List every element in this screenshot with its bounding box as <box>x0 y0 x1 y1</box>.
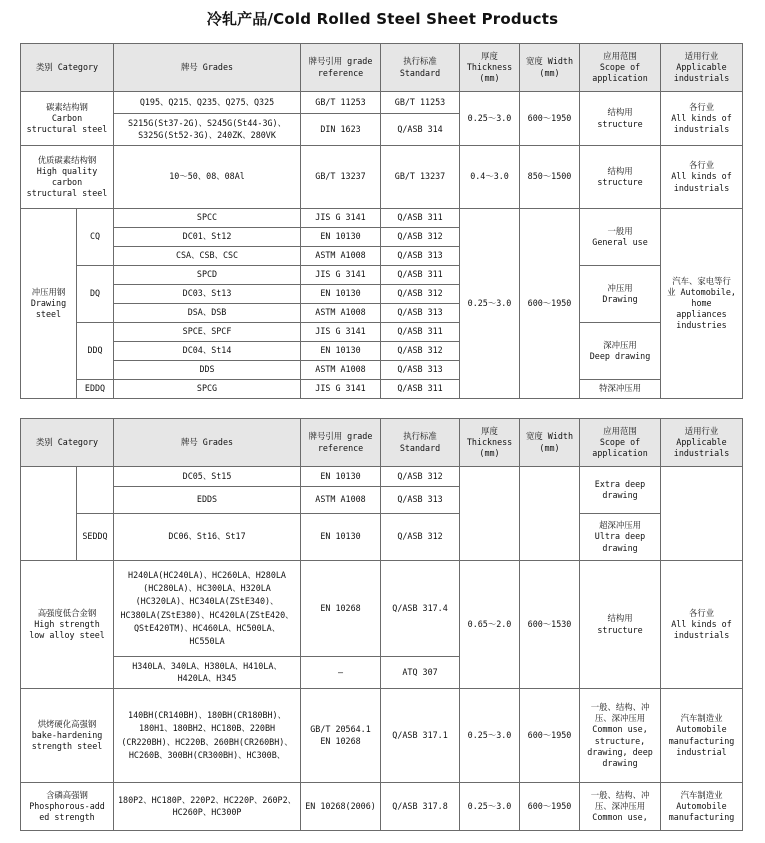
table-row <box>21 561 743 657</box>
grades-cell: SPCC <box>114 209 301 228</box>
product-table-2 <box>20 418 743 831</box>
header-category: 类别 Category <box>21 44 114 92</box>
standard-cell: Q/ASB 311 <box>381 209 460 228</box>
industries-cell: 汽车制造业 Automobile manufacturing <box>661 783 743 831</box>
category-phos: 含磷高强钢 Phosphorous-add ed strength <box>21 783 114 831</box>
width-cell: 600～1950 <box>520 783 580 831</box>
table-row <box>21 689 743 783</box>
subcategory-ddq: DDQ <box>77 323 114 380</box>
standard-cell: Q/ASB 317.1 <box>381 689 460 783</box>
grade-ref-cell: JIS G 3141 <box>301 266 381 285</box>
grades-cell: 180P2、HC180P、220P2、HC220P、260P2、 HC260P、HC300P <box>114 783 301 831</box>
standard-cell: Q/ASB 317.8 <box>381 783 460 831</box>
standard-cell: Q/ASB 313 <box>381 487 460 514</box>
standard-cell: Q/ASB 311 <box>381 323 460 342</box>
grade-ref-cell: GB/T 20564.1 EN 10268 <box>301 689 381 783</box>
grade-ref-cell: JIS G 3141 <box>301 209 381 228</box>
grade-ref-cell: JIS G 3141 <box>301 323 381 342</box>
scope-cell: 一般、结构、冲 压、深冲压用 Common use, <box>580 783 661 831</box>
table-row <box>21 380 743 399</box>
thickness-cell: 0.25～3.0 <box>460 92 520 146</box>
standard-cell: GB/T 13237 <box>381 146 460 209</box>
grades-cell: DC04、St14 <box>114 342 301 361</box>
category-hsla: 高强度低合金钢 High strength low alloy steel <box>21 561 114 689</box>
scope-cell: 特深冲压用 <box>580 380 661 399</box>
subcategory-dq: DQ <box>77 266 114 323</box>
header-width: 宽度 Width (mm) <box>520 44 580 92</box>
thickness-cell: 0.25～3.0 <box>460 689 520 783</box>
header-grades: 牌号 Grades <box>114 44 301 92</box>
grades-cell: S215G(St37-2G)、S245G(St44-3G)、 S325G(St52-3G)、240ZK、280VK <box>114 114 301 146</box>
industries-cell: 汽车制造业 Automobile manufacturing industrial <box>661 689 743 783</box>
table-row <box>21 92 743 114</box>
grade-ref-cell: EN 10130 <box>301 342 381 361</box>
table-row <box>21 323 743 342</box>
standard-cell: Q/ASB 317.4 <box>381 561 460 657</box>
header-thickness: 厚度 Thickness (mm) <box>460 419 520 467</box>
table-row <box>21 209 743 228</box>
standard-cell: ATQ 307 <box>381 657 460 689</box>
grade-ref-cell: — <box>301 657 381 689</box>
grade-ref-cell: EN 10130 <box>301 514 381 561</box>
grades-cell: H340LA、340LA、H380LA、H410LA、 H420LA、H345 <box>114 657 301 689</box>
standard-cell: Q/ASB 311 <box>381 380 460 399</box>
table-row <box>21 783 743 831</box>
category-drawing: 冲压用钢 Drawing steel <box>21 209 77 399</box>
thickness-cell: 0.25～3.0 <box>460 783 520 831</box>
standard-cell: Q/ASB 312 <box>381 342 460 361</box>
grades-cell: 140BH(CR140BH)、180BH(CR180BH)、 180H1、180BH2、HC180B、220BH (CR220BH)、HC220B、260BH(CR260BH)、 HC260B、300BH(CR300BH)、HC300B、 <box>114 689 301 783</box>
width-cell: 600～1950 <box>520 92 580 146</box>
width-cell: 850～1500 <box>520 146 580 209</box>
grade-ref-cell: EN 10268 <box>301 561 381 657</box>
header-grade-reference: 牌号引用 grade reference <box>301 44 381 92</box>
header-scope: 应用范围 Scope of application <box>580 419 661 467</box>
subcategory-eddq: EDDQ <box>77 380 114 399</box>
grades-cell: SPCG <box>114 380 301 399</box>
grades-cell: Q195、Q215、Q235、Q275、Q325 <box>114 92 301 114</box>
grades-cell: DC05、St15 <box>114 467 301 487</box>
grade-ref-cell: ASTM A1008 <box>301 304 381 323</box>
industries-blank <box>661 467 743 561</box>
header-industries: 适用行业 Applicable industrials <box>661 44 743 92</box>
grades-cell: DDS <box>114 361 301 380</box>
scope-cell: 结构用 structure <box>580 561 661 689</box>
standard-cell: Q/ASB 311 <box>381 266 460 285</box>
grade-ref-cell: DIN 1623 <box>301 114 381 146</box>
standard-cell: Q/ASB 313 <box>381 361 460 380</box>
header-scope: 应用范围 Scope of application <box>580 44 661 92</box>
header-row <box>21 44 743 92</box>
thickness-blank <box>460 467 520 561</box>
category-blank <box>21 467 77 561</box>
category-hq-carbon: 优质碳素结构钢 High quality carbon structural steel <box>21 146 114 209</box>
subcategory-seddq: SEDDQ <box>77 514 114 561</box>
grade-ref-cell: EN 10130 <box>301 285 381 304</box>
header-industries: 适用行业 Applicable industrials <box>661 419 743 467</box>
scope-cell: Extra deep drawing <box>580 467 661 514</box>
subcategory-cq: CQ <box>77 209 114 266</box>
grade-ref-cell: JIS G 3141 <box>301 380 381 399</box>
product-table-1 <box>20 43 743 399</box>
header-thickness: 厚度 Thickness (mm) <box>460 44 520 92</box>
thickness-cell: 0.4～3.0 <box>460 146 520 209</box>
standard-cell: Q/ASB 313 <box>381 304 460 323</box>
header-standard: 执行标准 Standard <box>381 44 460 92</box>
scope-cell: 超深冲压用 Ultra deep drawing <box>580 514 661 561</box>
grade-ref-cell: ASTM A1008 <box>301 487 381 514</box>
width-cell: 600～1950 <box>520 209 580 399</box>
width-cell: 600～1530 <box>520 561 580 689</box>
scope-cell: 结构用 structure <box>580 92 661 146</box>
header-category: 类别 Category <box>21 419 114 467</box>
industries-cell: 各行业 All kinds of industrials <box>661 92 743 146</box>
scope-cell: 深冲压用 Deep drawing <box>580 323 661 380</box>
table-row <box>21 514 743 561</box>
standard-cell: Q/ASB 312 <box>381 285 460 304</box>
standard-cell: GB/T 11253 <box>381 92 460 114</box>
subcategory-blank <box>77 467 114 514</box>
standard-cell: Q/ASB 314 <box>381 114 460 146</box>
grade-ref-cell: ASTM A1008 <box>301 361 381 380</box>
grades-cell: DC03、St13 <box>114 285 301 304</box>
grade-ref-cell: EN 10268(2006) <box>301 783 381 831</box>
thickness-cell: 0.65～2.0 <box>460 561 520 689</box>
scope-cell: 一般、结构、冲 压、深冲压用 Common use, structure, drawing, deep drawing <box>580 689 661 783</box>
table-row <box>21 146 743 209</box>
industries-cell: 各行业 All kinds of industrials <box>661 146 743 209</box>
grade-ref-cell: EN 10130 <box>301 467 381 487</box>
grades-cell: DC06、St16、St17 <box>114 514 301 561</box>
category-bh: 烘烤硬化高强钢 bake-hardening strength steel <box>21 689 114 783</box>
header-width: 宽度 Width (mm) <box>520 419 580 467</box>
header-standard: 执行标准 Standard <box>381 419 460 467</box>
grades-cell: SPCE、SPCF <box>114 323 301 342</box>
scope-cell: 冲压用 Drawing <box>580 266 661 323</box>
scope-cell: 结构用 structure <box>580 146 661 209</box>
grade-ref-cell: ASTM A1008 <box>301 247 381 266</box>
header-grades: 牌号 Grades <box>114 419 301 467</box>
grade-ref-cell: GB/T 11253 <box>301 92 381 114</box>
industries-cell: 汽车、家电等行 业 Automobile, home appliances industries <box>661 209 743 399</box>
table-row <box>21 467 743 487</box>
grades-cell: DSA、DSB <box>114 304 301 323</box>
header-row <box>21 419 743 467</box>
grade-ref-cell: GB/T 13237 <box>301 146 381 209</box>
grades-cell: H240LA(HC240LA)、HC260LA、H280LA (HC280LA)、HC300LA、H320LA (HC320LA)、HC340LA(ZStE340)、 HC380LA(ZStE380)、HC420LA(ZStE420、 QStE420TM)、HC460LA、HC500LA、 HC550LA <box>114 561 301 657</box>
table-row <box>21 266 743 285</box>
industries-cell: 各行业 All kinds of industrials <box>661 561 743 689</box>
width-cell: 600～1950 <box>520 689 580 783</box>
grades-cell: CSA、CSB、CSC <box>114 247 301 266</box>
standard-cell: Q/ASB 312 <box>381 514 460 561</box>
standard-cell: Q/ASB 312 <box>381 467 460 487</box>
category-carbon: 碳素结构钢 Carbon structural steel <box>21 92 114 146</box>
width-blank <box>520 467 580 561</box>
header-grade-reference: 牌号引用 grade reference <box>301 419 381 467</box>
standard-cell: Q/ASB 312 <box>381 228 460 247</box>
grades-cell: 10～50、08、08Al <box>114 146 301 209</box>
scope-cell: 一般用 General use <box>580 209 661 266</box>
grades-cell: EDDS <box>114 487 301 514</box>
grades-cell: DC01、St12 <box>114 228 301 247</box>
standard-cell: Q/ASB 313 <box>381 247 460 266</box>
grades-cell: SPCD <box>114 266 301 285</box>
page-title: 冷轧产品/Cold Rolled Steel Sheet Products <box>206 10 559 28</box>
grade-ref-cell: EN 10130 <box>301 228 381 247</box>
thickness-cell: 0.25～3.0 <box>460 209 520 399</box>
